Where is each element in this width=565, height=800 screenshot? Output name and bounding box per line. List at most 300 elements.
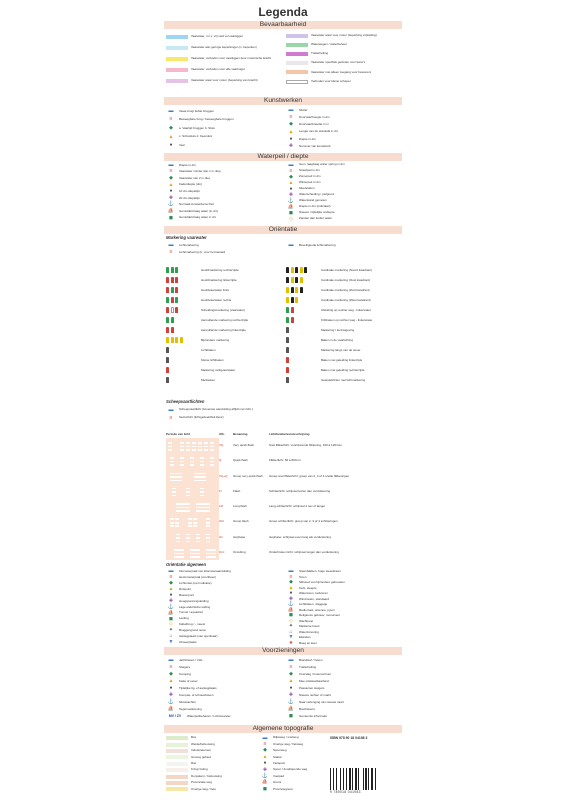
legend-row — [166, 141, 280, 150]
legend-label: Steenbakken, hoge steenkraan — [299, 570, 341, 574]
buoy-icon — [171, 337, 174, 343]
legend-label: Radiomast, antenne, pylon — [299, 608, 335, 612]
legend-symbol-icon: ◆ — [289, 579, 293, 586]
buoy-icon — [286, 357, 289, 363]
legend-label: Vaarwater van 2 m diep — [179, 176, 211, 180]
legend-symbol-icon: ▲ — [168, 586, 174, 593]
light-abbr: Q — [219, 458, 222, 463]
buoy-icon — [166, 367, 169, 373]
light-dash — [186, 541, 190, 543]
buoy-symbol-icon — [286, 377, 318, 385]
legend-row — [286, 706, 400, 713]
light-dash — [186, 491, 190, 493]
light-dash — [206, 537, 210, 539]
legend-symbol-icon: ⌂ — [169, 633, 173, 640]
legend-label: Bijzondere markering — [201, 339, 230, 343]
barcode-bar — [371, 768, 373, 790]
light-dash — [188, 525, 192, 527]
legend-label: Brandstof / haven — [299, 658, 323, 662]
buoy-icon — [286, 367, 289, 373]
legend-label: Vaarwater waar voor motor (beperking vrijstelling) — [311, 33, 377, 37]
topografie-left — [166, 735, 256, 793]
legend-row — [286, 114, 400, 121]
light-dash — [193, 522, 197, 524]
legend-row — [166, 376, 280, 386]
buoy-symbol-icon — [166, 347, 198, 355]
legend-label: Vaste brug/ liefde bruggen — [179, 109, 214, 113]
light-dash — [170, 518, 174, 520]
buoy-icon — [291, 287, 294, 293]
light-dash — [172, 491, 176, 493]
light-dash — [206, 556, 216, 558]
buoy-icon — [175, 267, 178, 273]
legend-label: Streefpeil in dm — [299, 169, 320, 173]
light-dash — [175, 518, 179, 520]
light-dash — [180, 464, 184, 466]
light-dash — [176, 507, 190, 509]
page-title: Legenda — [258, 5, 308, 19]
legend-symbol-icon: ◼ — [288, 713, 294, 719]
buoy-symbol-icon — [166, 317, 198, 325]
light-dash — [206, 541, 210, 543]
color-swatch — [166, 781, 188, 785]
legend-label: Zomerpeil in dm — [299, 175, 321, 179]
light-dash — [196, 510, 210, 512]
legend-row — [166, 169, 280, 176]
light-period-figure — [166, 545, 219, 560]
light-name: Flash — [233, 488, 241, 493]
light-dash — [200, 461, 204, 463]
light-dash — [198, 442, 202, 444]
voorzieningen-left — [166, 657, 280, 720]
light-dash — [210, 449, 214, 451]
legend-symbol-icon: ▬ — [168, 657, 174, 663]
legend-label: Winterpeil in dm — [299, 181, 321, 185]
legend-symbol-icon: ✦ — [168, 627, 174, 634]
legend-label: Vaarwater specifiek gesloten voor kano's — [311, 61, 366, 65]
light-dash — [198, 446, 202, 448]
legend-row — [286, 336, 400, 346]
buoy-icon — [286, 317, 289, 323]
legend-label: Diepte in dm — [179, 163, 196, 167]
buoy-symbol-icon — [166, 307, 198, 315]
legend-label: Weide/bebouwing — [191, 742, 215, 746]
barcode-bar — [349, 768, 351, 790]
buoy-symbol-icon — [286, 347, 318, 355]
legend-label: Aanvullende markering linkerzijde — [201, 329, 246, 333]
legend-symbol-icon: ▬ — [262, 734, 268, 741]
buoy-icon — [180, 337, 183, 343]
legend-symbol-icon: ⛵ — [287, 203, 295, 210]
light-dash — [196, 503, 210, 505]
legend-symbol-icon: ◆ — [169, 174, 173, 181]
buoy-icon — [166, 317, 169, 323]
legend-symbol-icon: ✦ — [288, 623, 294, 630]
legend-symbol-icon: ⚓ — [261, 773, 269, 780]
legend-label: Mee uitwisselbaarheid — [299, 679, 329, 683]
light-desc: Groep schitterlicht: groep van 2, 3 of 4 schitteringen — [269, 520, 338, 524]
buoy-icon — [175, 307, 178, 313]
legend-label: Cardinale markering (Oost kwadrant) — [321, 279, 371, 283]
legend-row — [166, 786, 256, 792]
buoy-symbol-icon — [166, 287, 198, 295]
legend-symbol-icon: ✚ — [288, 692, 294, 698]
section-header-waterpeil: Waterpeil / diepte — [164, 153, 402, 161]
light-dash — [176, 503, 190, 505]
legend-label: Bos — [191, 736, 197, 740]
legend-label: Hoofdmarkering linkerzijde — [201, 279, 237, 283]
waterpeil-section — [166, 162, 400, 222]
legend-symbol-icon: ▲ — [288, 128, 294, 135]
legend-row — [166, 316, 280, 326]
legend-symbol-icon: ▲ — [168, 133, 174, 140]
legend-row — [286, 664, 400, 671]
buoy-symbol-icon — [286, 297, 318, 305]
legend-symbol-icon: ⛵ — [261, 779, 269, 786]
buoy-icon — [300, 267, 303, 273]
legend-row — [286, 713, 400, 720]
light-dash — [204, 449, 208, 451]
legend-label: Overige weg / fietsweg — [273, 742, 304, 746]
light-name: Quick flash — [233, 458, 248, 463]
buoy-icon — [291, 277, 294, 283]
legend-row — [286, 356, 400, 366]
legend-label: Scheidingsmarkering (vaarwater) — [201, 309, 246, 313]
legend-symbol-icon: ✚ — [288, 191, 294, 198]
barcode-bar — [330, 768, 331, 790]
light-dash — [210, 442, 214, 444]
barcode-bar — [352, 768, 353, 790]
buoy-icon — [286, 277, 289, 283]
color-swatch — [166, 736, 188, 740]
light-dash — [175, 522, 179, 524]
light-desc: Lang schitterlicht: schijnsel 2 sec of langer — [269, 505, 326, 509]
light-period-figure — [166, 453, 219, 468]
legend-label: Markering veiligvaarwater — [201, 369, 236, 373]
legend-row — [166, 414, 400, 422]
legend-label: Grens — [273, 781, 282, 785]
legend-row — [286, 316, 400, 326]
legend-label: Beveiligende lichtmarkering — [299, 243, 336, 247]
legend-symbol-icon: ◼ — [288, 209, 294, 216]
buoy-icon — [166, 307, 169, 313]
legend-row — [166, 116, 280, 125]
barcode-bar — [333, 768, 335, 790]
legend-row — [286, 31, 400, 40]
color-swatch — [166, 743, 188, 747]
buoys-right — [286, 266, 400, 386]
light-dash — [178, 473, 182, 475]
legend-label: Kribbaken op rechter weg - linkerwater — [321, 319, 373, 323]
legend-label: Cardinale markering (Noord kwadrant) — [321, 269, 373, 273]
legend-symbol-icon: ⛵ — [287, 706, 295, 712]
legend-label: Baken in de vaartichting — [321, 339, 354, 343]
legend-row — [286, 306, 400, 316]
buoys-section — [166, 266, 400, 386]
light-dash — [188, 518, 192, 520]
legend-label: Steigers — [179, 665, 191, 669]
legend-row — [286, 692, 400, 699]
buoy-icon — [286, 287, 289, 293]
kunstwerken-section — [166, 107, 400, 151]
light-dash — [170, 525, 174, 527]
legend-label: Trailerhelling — [311, 52, 329, 56]
col-name: Benaming — [233, 432, 248, 437]
legend-row — [166, 208, 280, 215]
legend-symbol-icon: ⚓ — [167, 603, 175, 610]
legend-label: Vaarwater minder dan 1 m diep — [179, 170, 221, 174]
light-dash — [206, 553, 216, 555]
legend-symbol-icon: ⛵ — [167, 706, 175, 712]
markering-title: Markering vaarwater — [166, 235, 207, 240]
light-dash — [168, 449, 172, 451]
legend-row — [166, 306, 280, 316]
legend-row — [166, 326, 280, 336]
light-dash — [192, 442, 196, 444]
legend-label: Aanlegplaats (niet openbaar) — [179, 635, 218, 639]
legend-label: Nieuwe / tijdelijke ondiepte — [299, 211, 335, 215]
legend-label: Industrieterrein — [191, 749, 212, 753]
legend-label: Hectometerpaal (voortbeen) — [179, 576, 217, 580]
legend-label: Verboden voor kleine schepen — [311, 79, 352, 83]
color-swatch — [166, 57, 188, 61]
legend-row — [286, 59, 400, 68]
legend-symbol-icon: ● — [289, 685, 293, 691]
light-dash — [196, 534, 200, 536]
light-dash — [176, 537, 180, 539]
color-swatch — [286, 70, 308, 74]
legend-label: Afmeerplaats — [179, 640, 197, 644]
barcode-bar — [355, 768, 357, 790]
legend-label: Groeng gebied — [191, 755, 211, 759]
buoy-icon — [166, 277, 169, 283]
light-dash — [196, 541, 200, 543]
buoy-icon — [166, 357, 169, 363]
legend-label: Overige weg / fiets — [191, 787, 216, 791]
legend-label: Cardinale markering (Zuid kwadrant) — [321, 289, 370, 293]
buoy-icon — [295, 277, 298, 283]
legend-symbol-icon: ≡ — [169, 168, 173, 175]
legend-row — [166, 699, 280, 706]
legend-label: Beweegbare brug / beweegbare bruggen — [179, 118, 234, 122]
legend-symbol-icon: ≡ — [263, 741, 267, 748]
legend-label: Leiding — [179, 617, 189, 621]
barcode-bar — [336, 768, 337, 790]
light-table-row — [166, 530, 400, 545]
color-swatch — [166, 749, 188, 753]
legend-row — [286, 376, 400, 386]
legend-row — [286, 49, 400, 58]
buoy-icon — [171, 287, 174, 293]
light-dash — [204, 446, 208, 448]
color-swatch — [166, 762, 188, 766]
light-dash — [186, 446, 190, 448]
legend-label: Lage elektrische leiding — [179, 605, 211, 609]
legend-label: Lichtbaken — [201, 349, 216, 353]
legend-symbol-icon: ⌂ — [289, 628, 293, 635]
legend-row — [286, 699, 400, 706]
legend-row — [260, 786, 330, 792]
legend-label: Markering langs van de oever — [321, 349, 361, 353]
legend-label: Vaarwater, verboden voor alle vaartuigen — [191, 67, 246, 71]
light-dash — [186, 449, 190, 451]
legend-label: Riet — [191, 762, 197, 766]
light-dash — [176, 534, 180, 536]
legend-label: Rijksweg / snelweg — [273, 736, 299, 740]
legend-row — [166, 42, 280, 53]
light-dash — [190, 549, 200, 551]
legend-symbol-icon: ★ — [288, 639, 294, 646]
light-dash — [180, 449, 184, 451]
light-dash — [206, 522, 210, 524]
light-name: Occulting — [233, 550, 246, 554]
legend-label: Boeg en keer — [299, 641, 317, 645]
light-abbr: LFl — [219, 504, 224, 509]
legend-symbol-icon: ✚ — [288, 143, 294, 150]
legend-symbol-icon: ▼ — [288, 634, 294, 641]
topografie-right — [260, 735, 330, 793]
legend-label: Hoofdvaarwater links — [201, 289, 230, 293]
buoy-symbol-icon — [286, 267, 318, 275]
algemeen-title: Oriëntatie algemeen — [166, 562, 207, 567]
light-dash — [174, 549, 184, 551]
buoy-icon — [175, 297, 178, 303]
light-dash — [200, 488, 204, 490]
legend-row — [166, 249, 280, 256]
legend-row — [166, 657, 280, 664]
legend-row — [286, 129, 400, 136]
light-table-row — [166, 545, 400, 560]
buoy-icon — [291, 317, 294, 323]
color-swatch — [166, 35, 188, 39]
light-desc: Flikkerlicht: 50 à 80/min. — [269, 459, 302, 463]
buoy-icon — [175, 337, 178, 343]
light-dash — [196, 507, 210, 509]
light-dash — [168, 446, 172, 448]
buoy-symbol-icon — [166, 367, 198, 375]
legend-label: 20 dm dieptelijn — [179, 196, 201, 200]
light-period-figure — [166, 484, 219, 499]
legend-row — [286, 276, 400, 286]
section-header-bevaarbaarheid: Bevaarbaarheid — [164, 21, 402, 29]
section-header-orientatie: Oriëntatie — [164, 226, 402, 234]
legend-symbol-icon: ● — [289, 590, 293, 597]
light-dash — [193, 525, 197, 527]
legend-page — [164, 0, 402, 800]
buoy-icon — [175, 287, 178, 293]
legend-label: Lichtmarkering — [179, 243, 199, 247]
legend-symbol-icon: ◼ — [288, 612, 294, 619]
legend-row — [286, 121, 400, 128]
legend-symbol-icon: ≡ — [169, 664, 173, 670]
legend-row — [166, 188, 280, 195]
bevaarbaarheid-left — [166, 31, 280, 86]
light-table-row — [166, 453, 400, 468]
light-desc: Groep snel flikkerlicht: groep van 2, 3 of 4 snelle flikkeringen — [269, 474, 350, 478]
light-period-figure — [166, 530, 219, 545]
legend-row — [166, 175, 280, 182]
legend-symbol-icon: ▬ — [168, 161, 174, 168]
light-dash — [204, 442, 208, 444]
legend-row — [286, 296, 400, 306]
legend-label: Silhouet van bijzondere gebouwen — [299, 581, 345, 585]
legend-label: Baken met geleiding linkerzijde — [321, 359, 363, 363]
legend-label: Camping — [179, 672, 192, 676]
legend-label: Diepte in dm (indicatief) — [299, 205, 331, 209]
legend-label: Lichtbaken, vlaggetje — [299, 603, 328, 607]
legend-label: Overslag / botenverhuur — [299, 672, 332, 676]
legend-label: Station — [273, 755, 283, 759]
light-dash — [210, 446, 214, 448]
light-dash — [180, 461, 184, 463]
legend-label: Spoor / doodlopende weg — [273, 768, 308, 772]
markering-section — [166, 236, 400, 266]
legend-label: Hoofdmarkering rechterzijde — [201, 269, 239, 273]
legend-row — [166, 53, 280, 64]
col-fig: Periode van licht — [166, 432, 191, 437]
legend-label: Passanten steigers — [299, 686, 325, 690]
legend-label: Toren — [299, 575, 307, 579]
buoy-icon — [300, 277, 303, 283]
buoy-icon — [286, 327, 289, 333]
scheepvaart-section — [166, 400, 400, 426]
legend-label: Vaarwater aan geringe beperkingen (v. beperken) — [191, 45, 257, 49]
legend-row — [166, 215, 280, 222]
legend-symbol-icon: ◆ — [289, 671, 293, 677]
light-dash — [190, 556, 200, 558]
light-dash — [178, 480, 182, 482]
legend-row — [286, 266, 400, 276]
legend-label: Hoofdvaarwater rechts — [201, 299, 232, 303]
color-swatch — [166, 755, 188, 759]
light-dash — [170, 457, 174, 459]
light-abbr: Oc — [219, 534, 223, 539]
legend-label: Tijdelijke lig- of aanlegplaats — [179, 686, 217, 690]
light-dash — [174, 553, 184, 555]
legend-row — [286, 40, 400, 49]
legend-label: Nieuwe rechter of markt — [299, 693, 331, 697]
bevaarbaarheid-section — [166, 31, 400, 87]
legend-label: Lengte van de sluiskolk in dm — [299, 130, 339, 134]
legend-row — [286, 107, 400, 114]
color-swatch — [286, 61, 308, 65]
legend-row — [166, 266, 280, 276]
legend-row — [166, 336, 280, 346]
legend-row — [286, 136, 400, 143]
algemeen-left — [166, 569, 280, 646]
light-name: Very quick flash — [233, 442, 255, 447]
buoy-symbol-icon — [166, 337, 198, 345]
buoy-icon — [171, 307, 174, 313]
buoys-left — [166, 266, 280, 386]
legend-symbol-icon: ≡ — [289, 114, 293, 121]
buoy-symbol-icon — [166, 357, 198, 365]
buoy-icon — [171, 277, 174, 283]
barcode-bar — [358, 768, 359, 790]
algemeen-right — [286, 569, 400, 646]
legend-label: Voetpad — [273, 774, 285, 778]
light-dash — [186, 488, 190, 490]
legend-row — [166, 706, 280, 713]
light-period-figure — [166, 438, 219, 453]
buoy-symbol-icon — [166, 377, 198, 385]
legend-label: Diepte in dm — [299, 137, 316, 141]
legend-label: Markering / kennisgeving — [321, 329, 355, 333]
legend-label: Tegemoetkoming — [179, 707, 202, 711]
buoy-symbol-icon — [286, 367, 318, 375]
legend-symbol-icon: ▬ — [288, 242, 294, 248]
light-dash — [206, 549, 216, 551]
